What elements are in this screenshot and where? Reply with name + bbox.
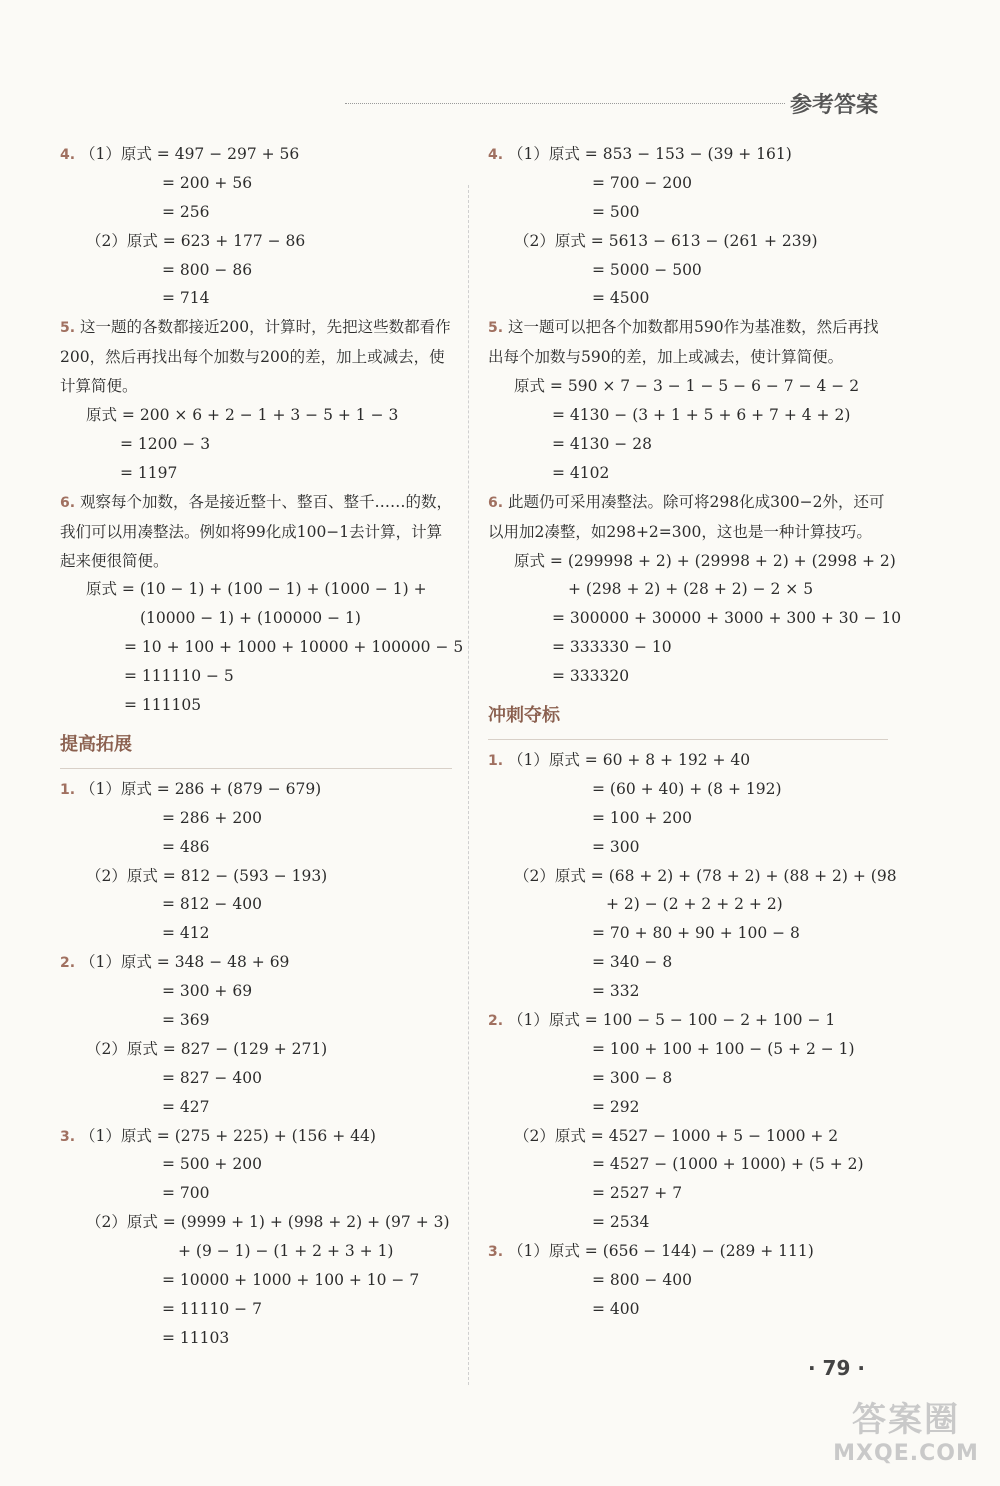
answer-line [488,1266,888,1295]
answer-line [60,833,452,862]
answer-line [488,140,888,169]
answer-line [488,775,888,804]
answer-text: (10000 − 1) + (100000 − 1) [140,609,361,628]
answer-text: 原式 = (299998 + 2) + (29998 + 2) + (2998 + 2) [514,551,896,570]
answer-line [488,1179,888,1208]
answer-explanation [60,488,452,576]
answer-explanation [488,488,888,547]
answer-line [60,140,452,169]
answer-text: = 5000 − 500 [592,260,702,279]
answer-line [488,890,888,919]
answer-text: = 800 − 86 [162,260,253,279]
header-dotted-rule [345,103,785,104]
question-number: 5. [60,320,76,337]
answer-line [60,459,452,488]
answer-line [488,977,888,1006]
answer-text: = 333320 [552,667,630,686]
answer-line [60,1324,452,1353]
answer-text: = 100 + 100 + 100 − (5 + 2 − 1) [592,1039,855,1058]
answer-text: = (60 + 40) + (8 + 192) [592,779,782,798]
question-number: 3. [60,1128,76,1145]
question-number: 1. [60,781,76,798]
answer-text: （1）原式 = 497 − 297 + 56 [80,145,300,163]
answer-text: （2）原式 = 4527 − 1000 + 5 − 1000 + 2 [514,1126,839,1145]
answer-line [488,662,888,691]
answer-line [488,1208,888,1237]
answer-line [60,169,452,198]
watermark-line1: 答案圈 [852,1400,960,1440]
answer-line [60,1208,452,1237]
question-number: 2. [488,1013,504,1029]
answer-text: = 340 − 8 [592,953,673,972]
answer-text: = 500 + 200 [162,1155,262,1174]
answer-text: = 4102 [552,463,610,482]
answer-text: = 292 [592,1097,640,1116]
answer-line [60,1093,452,1122]
answer-line [60,256,452,285]
answer-text: （1）原式 = (656 − 144) − (289 + 111) [508,1242,814,1261]
question-number: 4. [60,147,76,163]
answer-text: + 2) − (2 + 2 + 2 + 2) [606,895,783,914]
answer-text: = 4130 − (3 + 1 + 5 + 6 + 7 + 4 + 2) [552,406,851,425]
answer-text: = 332 [592,982,640,1001]
answer-line [488,256,888,285]
answer-line [488,804,888,833]
answer-text: 观察每个加数，各是接近整十、整百、整千……的数，我们可以用凑整法。例如将99化成100−1去计算，计算起来便很简便。 [60,492,453,570]
answer-line [488,372,888,401]
answer-line [488,948,888,977]
answer-line [60,1150,452,1179]
answer-line [60,227,452,256]
column-divider [468,185,469,1385]
answer-text: = 427 [162,1097,210,1116]
answer-line [488,862,897,891]
answer-text: = 400 [592,1299,640,1318]
answer-line [488,633,888,662]
answer-text: （1）原式 = 853 − 153 − (39 + 161) [508,145,792,163]
answer-text: = 256 [162,202,210,221]
answer-line [60,1122,452,1151]
answer-text: = 300 [592,837,640,856]
watermark-line2: MXQE.COM [833,1441,979,1466]
answer-text: （2）原式 = (9999 + 1) + (998 + 2) + (97 + 3) [86,1213,450,1232]
answer-line [60,804,452,833]
header-title: 参考答案 [790,92,879,118]
answer-text: = 10 + 100 + 1000 + 10000 + 100000 − 5 [124,638,464,657]
answer-text: （2）原式 = 827 − (129 + 271) [86,1039,328,1058]
answer-text: = 111110 − 5 [124,667,234,686]
answer-text: = 4130 − 28 [552,434,652,453]
answer-line [60,633,464,662]
answer-text: （1）原式 = 348 − 48 + 69 [80,953,290,972]
answer-text: = 500 [592,202,640,221]
answer-line [60,977,452,1006]
answer-line [60,1035,452,1064]
answer-text: （1）原式 = 100 − 5 − 100 − 2 + 100 − 1 [508,1011,836,1029]
answer-line [60,1295,452,1324]
answer-line [488,1122,888,1151]
answer-text: = 486 [162,837,210,856]
answer-line [60,691,452,720]
answer-line [488,1237,888,1266]
right-column [488,140,902,1324]
answer-text: = 333330 − 10 [552,638,672,657]
section-heading: 提高拓展 [60,733,132,755]
answer-line [60,1179,452,1208]
answer-line [60,575,452,604]
answer-text: = 2534 [592,1213,650,1232]
answer-text: = 4500 [592,289,650,308]
question-number: 6. [488,494,504,511]
answer-line [488,547,896,576]
answer-text: = 369 [162,1011,210,1030]
answer-text: （2）原式 = 5613 − 613 − (261 + 239) [514,231,818,250]
answer-line [488,919,888,948]
question-number: 2. [60,955,76,972]
answer-text: = 300 − 8 [592,1068,673,1087]
answer-text: = 11110 − 7 [162,1299,262,1318]
answer-text: （1）原式 = 286 + (879 − 679) [80,779,322,798]
answer-text: （2）原式 = 812 − (593 − 193) [86,866,328,885]
left-column [60,140,464,1353]
answer-text: = 300 + 69 [162,982,253,1001]
page-number: · 79 · [808,1356,865,1380]
answer-line [60,198,452,227]
question-number: 4. [488,147,504,163]
answer-line [60,284,452,313]
answer-line [60,1237,452,1266]
answer-line [488,430,888,459]
answer-text: = 412 [162,924,210,943]
question-number: 1. [488,752,504,769]
answer-text: （2）原式 = (68 + 2) + (78 + 2) + (88 + 2) + (98 [514,866,897,885]
answer-line [60,948,452,977]
answer-text: 这一题的各数都接近200，计算时，先把这些数都看作200，然后再找出每个加数与200的差，加上或减去，使计算简便。 [60,318,451,396]
answer-line [488,575,888,604]
answer-text: = 1197 [120,463,178,482]
section-rule [60,768,452,769]
answer-text: （2）原式 = 623 + 177 − 86 [86,231,306,250]
answer-text: （1）原式 = 60 + 8 + 192 + 40 [508,750,751,769]
answer-text: + (298 + 2) + (28 + 2) − 2 × 5 [568,580,814,599]
answer-text: 原式 = 590 × 7 − 3 − 1 − 5 − 6 − 7 − 4 − 2 [514,377,860,396]
question-number: 3. [488,1244,504,1261]
answer-line [60,401,452,430]
answer-text: = 286 + 200 [162,808,262,827]
answer-line [488,1150,888,1179]
answer-text: = 100 + 200 [592,808,692,827]
answer-line [60,919,452,948]
answer-text: = 812 − 400 [162,895,262,914]
answer-text: = 111105 [124,696,202,715]
question-number: 5. [488,320,504,337]
answer-line [60,662,452,691]
answer-line [488,1006,888,1035]
answer-line [488,459,888,488]
answer-text: = 700 [162,1184,210,1203]
section-heading: 冲刺夺标 [488,704,560,726]
answer-line [488,284,888,313]
answer-line [60,890,452,919]
answer-text: = 1200 − 3 [120,434,211,453]
answer-text: = 200 + 56 [162,173,253,192]
answer-text: = 700 − 200 [592,173,692,192]
answer-line [60,1006,452,1035]
answer-line [488,1295,888,1324]
answer-text: = 11103 [162,1328,230,1347]
answer-text: 原式 = 200 × 6 + 2 − 1 + 3 − 5 + 1 − 3 [86,406,399,425]
watermark-logo [826,1392,986,1476]
section-rule [488,739,888,740]
answer-text: = 827 − 400 [162,1068,262,1087]
answer-line [488,227,888,256]
answer-line [60,430,452,459]
answer-line [488,833,888,862]
answer-line [488,604,902,633]
answer-text: = 714 [162,289,210,308]
answer-text: = 70 + 80 + 90 + 100 − 8 [592,924,800,943]
answer-line [488,746,888,775]
answer-text: = 10000 + 1000 + 100 + 10 − 7 [162,1271,420,1290]
answer-line [488,169,888,198]
answer-text: 这一题可以把各个加数都用590作为基准数，然后再找出每个加数与590的差，加上或减去，使计算简便。 [488,318,879,367]
answer-explanation [488,313,888,372]
answer-line [488,1093,888,1122]
answer-line [488,401,888,430]
answer-text: = 300000 + 30000 + 3000 + 300 + 30 − 10 [552,609,902,628]
answer-line [60,862,452,891]
answer-text: = 4527 − (1000 + 1000) + (5 + 2) [592,1155,864,1174]
answer-line [60,1064,452,1093]
answer-text: 原式 = (10 − 1) + (100 − 1) + (1000 − 1) + [86,580,427,599]
answer-line [60,775,452,804]
answer-line [60,1266,452,1295]
answer-text: （1）原式 = (275 + 225) + (156 + 44) [80,1126,376,1145]
answer-line [60,604,452,633]
question-number: 6. [60,494,76,511]
answer-text: 此题仍可采用凑整法。除可将298化成300−2外，还可以用加2凑整，如298+2=300，这也是一种计算技巧。 [488,492,885,541]
answer-line [488,1064,888,1093]
answer-line [488,1035,888,1064]
answer-explanation [60,313,452,401]
answer-text: + (9 − 1) − (1 + 2 + 3 + 1) [178,1242,394,1261]
answer-line [488,198,888,227]
answer-text: = 800 − 400 [592,1271,692,1290]
answer-text: = 2527 + 7 [592,1184,683,1203]
